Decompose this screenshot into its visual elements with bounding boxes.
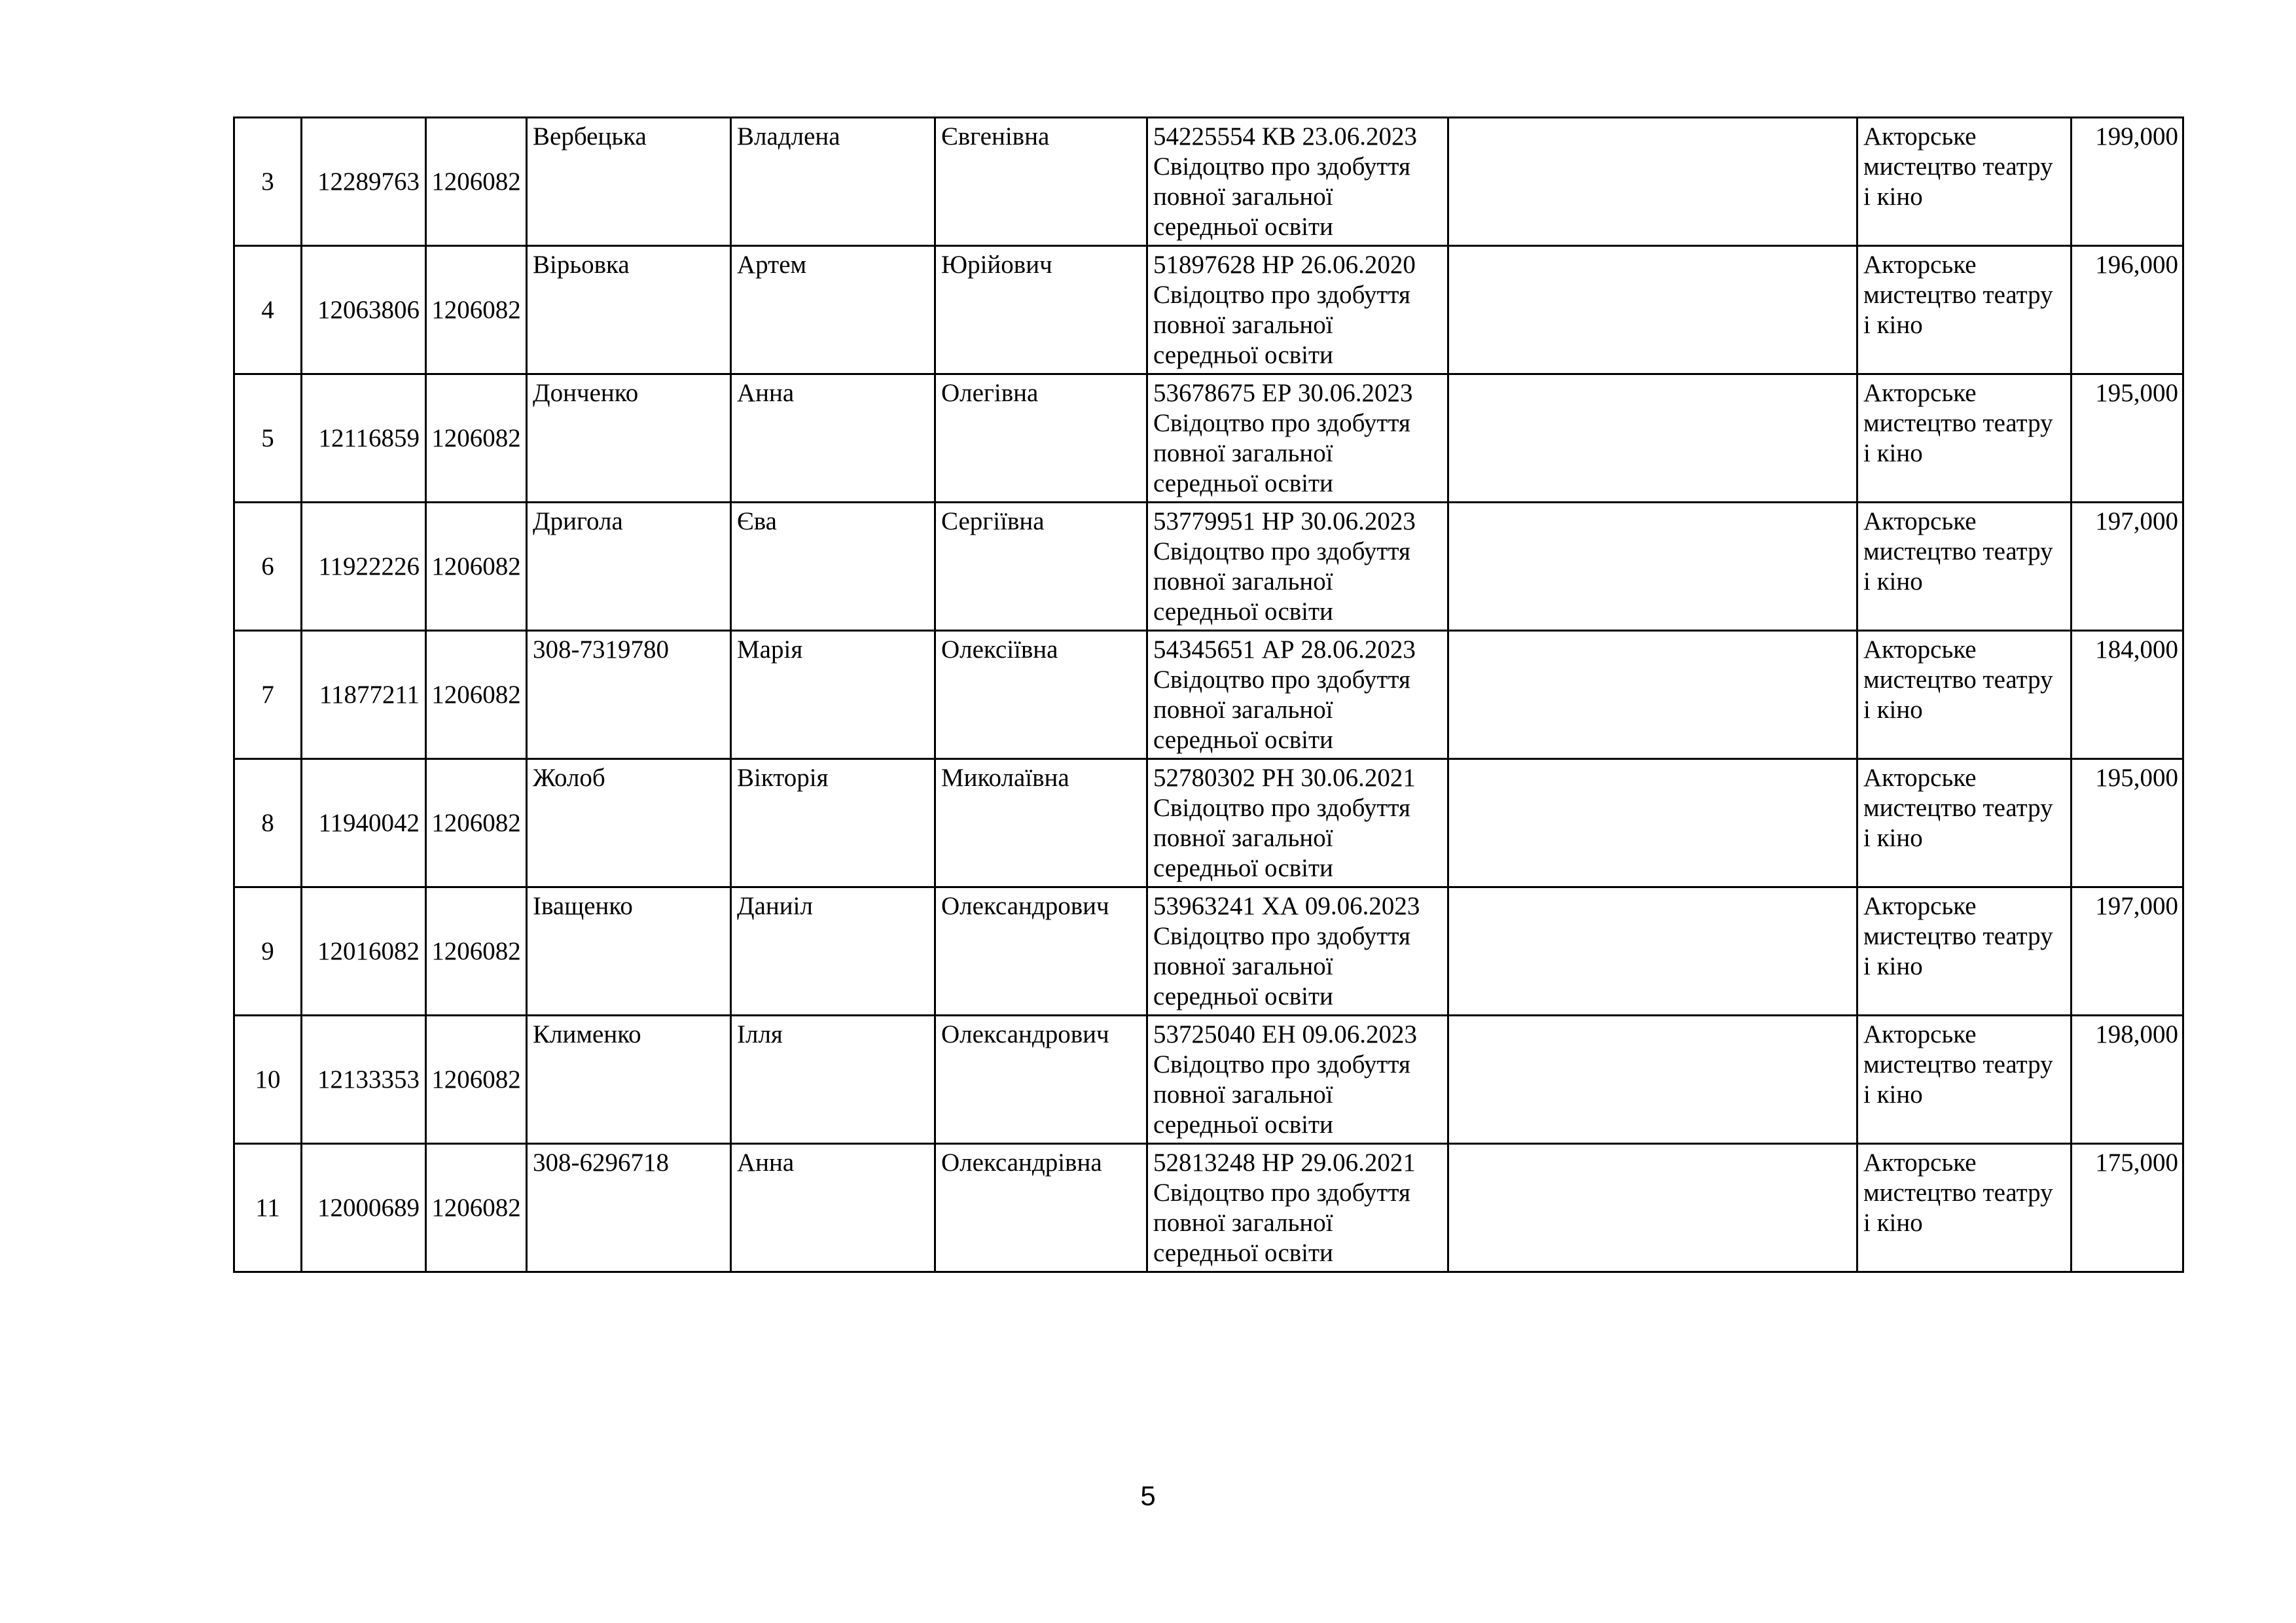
note-cell: [1448, 1144, 1857, 1272]
program-code-cell: 1206082: [426, 374, 527, 503]
education-document-cell: 53779951 НР 30.06.2023 Свідоцтво про здобуття повної загальної середньої освіти: [1147, 503, 1448, 631]
patronymic-cell: Олександрівна: [935, 1144, 1147, 1272]
table-row: [234, 374, 2183, 503]
table-body: [234, 118, 2183, 1272]
table-row: [234, 887, 2183, 1016]
note-cell: [1448, 759, 1857, 887]
specialty-cell: Акторське мистецтво театру і кіно: [1857, 631, 2072, 759]
row-number-cell: 9: [234, 887, 302, 1016]
specialty-cell: Акторське мистецтво театру і кіно: [1857, 246, 2072, 374]
education-document-cell: 53678675 ЕР 30.06.2023 Свідоцтво про здобуття повної загальної середньої освіти: [1147, 374, 1448, 503]
note-cell: [1448, 374, 1857, 503]
row-number-cell: 10: [234, 1016, 302, 1144]
applicant-id-cell: 12289763: [302, 118, 426, 246]
program-code-cell: 1206082: [426, 631, 527, 759]
row-number-cell: 6: [234, 503, 302, 631]
specialty-cell: Акторське мистецтво театру і кіно: [1857, 1016, 2072, 1144]
row-number-cell: 3: [234, 118, 302, 246]
patronymic-cell: Олександрович: [935, 1016, 1147, 1144]
applicant-id-cell: 12133353: [302, 1016, 426, 1144]
score-cell: 197,000: [2072, 503, 2183, 631]
row-number-cell: 4: [234, 246, 302, 374]
program-code-cell: 1206082: [426, 246, 527, 374]
first-name-cell: Єва: [731, 503, 935, 631]
patronymic-cell: Олексіївна: [935, 631, 1147, 759]
note-cell: [1448, 631, 1857, 759]
education-document-cell: 53963241 ХА 09.06.2023 Свідоцтво про здобуття повної загальної середньої освіти: [1147, 887, 1448, 1016]
note-cell: [1448, 118, 1857, 246]
first-name-cell: Анна: [731, 374, 935, 503]
education-document-cell: 54345651 АР 28.06.2023 Свідоцтво про здобуття повної загальної середньої освіти: [1147, 631, 1448, 759]
specialty-cell: Акторське мистецтво театру і кіно: [1857, 1144, 2072, 1272]
surname-cell: Вірьовка: [527, 246, 731, 374]
surname-cell: Вербецька: [527, 118, 731, 246]
specialty-cell: Акторське мистецтво театру і кіно: [1857, 374, 2072, 503]
score-cell: 196,000: [2072, 246, 2183, 374]
specialty-cell: Акторське мистецтво театру і кіно: [1857, 118, 2072, 246]
program-code-cell: 1206082: [426, 1016, 527, 1144]
surname-cell: Клименко: [527, 1016, 731, 1144]
specialty-cell: Акторське мистецтво театру і кіно: [1857, 759, 2072, 887]
first-name-cell: Анна: [731, 1144, 935, 1272]
table-row: [234, 503, 2183, 631]
education-document-cell: 52780302 РН 30.06.2021 Свідоцтво про здобуття повної загальної середньої освіти: [1147, 759, 1448, 887]
row-number-cell: 8: [234, 759, 302, 887]
surname-cell: Донченко: [527, 374, 731, 503]
score-cell: 195,000: [2072, 759, 2183, 887]
table-row: [234, 246, 2183, 374]
education-document-cell: 51897628 НР 26.06.2020 Свідоцтво про здобуття повної загальної середньої освіти: [1147, 246, 1448, 374]
patronymic-cell: Юрійович: [935, 246, 1147, 374]
education-document-cell: 52813248 НР 29.06.2021 Свідоцтво про здобуття повної загальної середньої освіти: [1147, 1144, 1448, 1272]
program-code-cell: 1206082: [426, 887, 527, 1016]
table-row: [234, 1016, 2183, 1144]
surname-cell: 308-7319780: [527, 631, 731, 759]
score-cell: 197,000: [2072, 887, 2183, 1016]
note-cell: [1448, 503, 1857, 631]
note-cell: [1448, 887, 1857, 1016]
first-name-cell: Владлена: [731, 118, 935, 246]
applicants-table: [233, 116, 2184, 1273]
surname-cell: Жолоб: [527, 759, 731, 887]
applicant-id-cell: 11877211: [302, 631, 426, 759]
applicant-id-cell: 12000689: [302, 1144, 426, 1272]
specialty-cell: Акторське мистецтво театру і кіно: [1857, 887, 2072, 1016]
first-name-cell: Ілля: [731, 1016, 935, 1144]
program-code-cell: 1206082: [426, 118, 527, 246]
table-row: [234, 631, 2183, 759]
row-number-cell: 7: [234, 631, 302, 759]
patronymic-cell: Євгенівна: [935, 118, 1147, 246]
surname-cell: Дригола: [527, 503, 731, 631]
first-name-cell: Даниіл: [731, 887, 935, 1016]
note-cell: [1448, 246, 1857, 374]
patronymic-cell: Олександрович: [935, 887, 1147, 1016]
patronymic-cell: Олегівна: [935, 374, 1147, 503]
program-code-cell: 1206082: [426, 1144, 527, 1272]
score-cell: 199,000: [2072, 118, 2183, 246]
program-code-cell: 1206082: [426, 759, 527, 887]
applicant-id-cell: 12016082: [302, 887, 426, 1016]
score-cell: 198,000: [2072, 1016, 2183, 1144]
row-number-cell: 5: [234, 374, 302, 503]
score-cell: 175,000: [2072, 1144, 2183, 1272]
first-name-cell: Вікторія: [731, 759, 935, 887]
score-cell: 195,000: [2072, 374, 2183, 503]
table-row: [234, 118, 2183, 246]
first-name-cell: Марія: [731, 631, 935, 759]
surname-cell: Іващенко: [527, 887, 731, 1016]
applicant-id-cell: 11922226: [302, 503, 426, 631]
table-row: [234, 1144, 2183, 1272]
applicant-id-cell: 11940042: [302, 759, 426, 887]
education-document-cell: 54225554 КВ 23.06.2023 Свідоцтво про здобуття повної загальної середньої освіти: [1147, 118, 1448, 246]
note-cell: [1448, 1016, 1857, 1144]
education-document-cell: 53725040 ЕН 09.06.2023 Свідоцтво про здобуття повної загальної середньої освіти: [1147, 1016, 1448, 1144]
applicant-id-cell: 12063806: [302, 246, 426, 374]
patronymic-cell: Миколаївна: [935, 759, 1147, 887]
specialty-cell: Акторське мистецтво театру і кіно: [1857, 503, 2072, 631]
program-code-cell: 1206082: [426, 503, 527, 631]
score-cell: 184,000: [2072, 631, 2183, 759]
patronymic-cell: Сергіївна: [935, 503, 1147, 631]
applicant-id-cell: 12116859: [302, 374, 426, 503]
row-number-cell: 11: [234, 1144, 302, 1272]
first-name-cell: Артем: [731, 246, 935, 374]
surname-cell: 308-6296718: [527, 1144, 731, 1272]
table-row: [234, 759, 2183, 887]
page-number: 5: [1140, 1480, 1156, 1511]
